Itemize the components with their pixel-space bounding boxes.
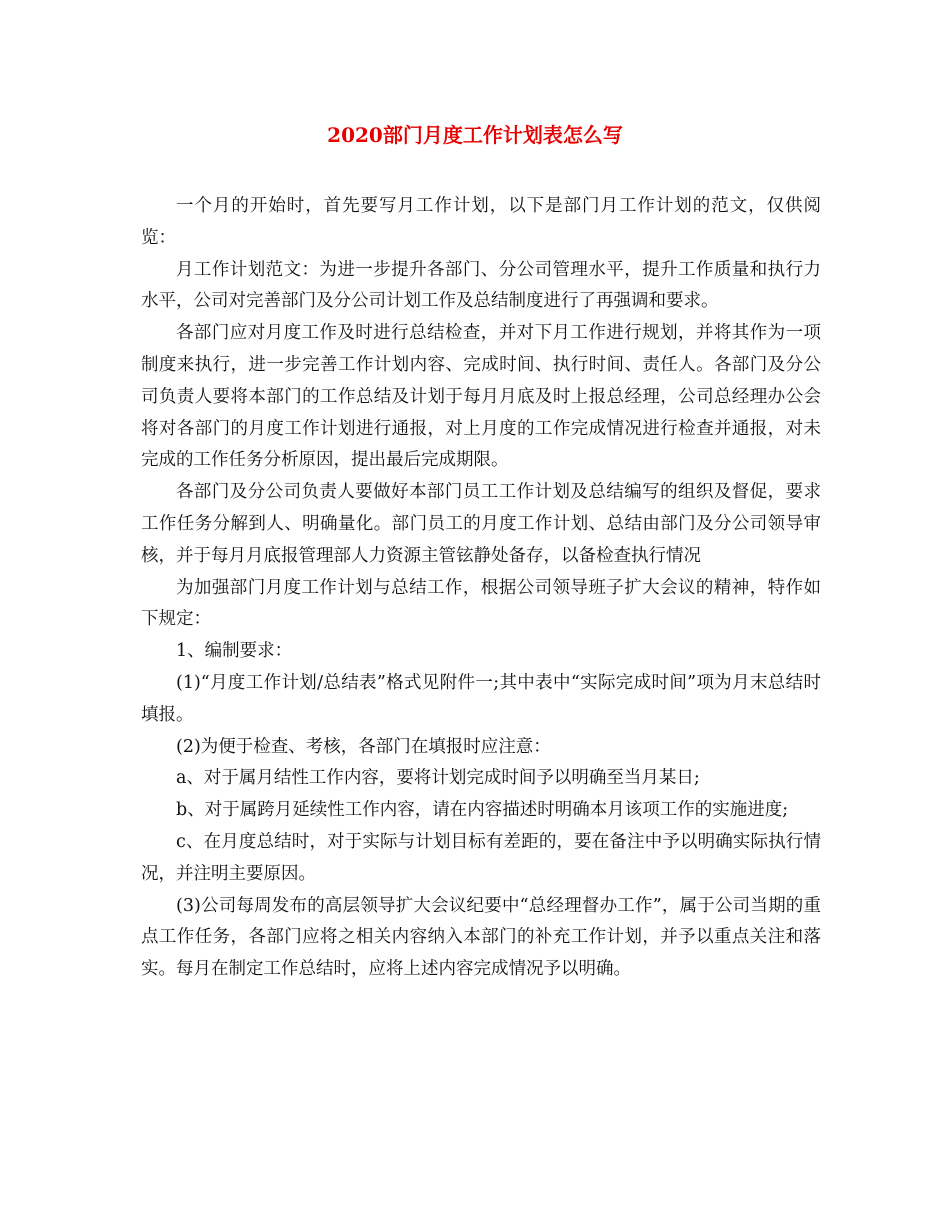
document-title: 2020部门月度工作计划表怎么写 xyxy=(327,123,623,147)
paragraph: 各部门及分公司负责人要做好本部门员工工作计划及总结编写的组织及督促，要求工作任务分解到人、明确量化。部门员工的月度工作计划、总结由部门及分公司领导审核，并于每月月底报管理部人力资源主管铉静处备存，以备检查执行情况 xyxy=(141,482,821,566)
paragraph: 月工作计划范文：为进一步提升各部门、分公司管理水平，提升工作质量和执行力水平，公司对完善部门及分公司计划工作及总结制度进行了再强调和要求。 xyxy=(141,259,821,312)
document-body xyxy=(141,191,821,986)
paragraph: 为加强部门月度工作计划与总结工作，根据公司领导班子扩大会议的精神，特作如下规定： xyxy=(141,577,821,630)
paragraph: (2)为便于检查、考核，各部门在填报时应注意： xyxy=(176,736,551,757)
paragraph: 1、编制要求： xyxy=(176,641,293,662)
paragraph: (1)“月度工作计划/总结表”格式见附件一;其中表中“实际完成时间”项为月末总结时填报。 xyxy=(141,672,821,725)
paragraph: 各部门应对月度工作及时进行总结检查，并对下月工作进行规划，并将其作为一项制度来执行，进一步完善工作计划内容、完成时间、执行时间、责任人。各部门及分公司负责人要将本部门的工作总结及计划于每月月底及时上报总经理，公司总经理办公会将对各部门的月度工作计划进行通报，对上月度的工作完成情况进行检查并通报，对未完成的工作任务分析原因，提出最后完成期限。 xyxy=(141,323,821,471)
paragraph: a、对于属月结性工作内容，要将计划完成时间予以明确至当月某日; xyxy=(176,768,700,789)
paragraph: c、在月度总结时，对于实际与计划目标有差距的，要在备注中予以明确实际执行情况，并注明主要原因。 xyxy=(141,831,821,884)
paragraph: b、对于属跨月延续性工作内容，请在内容描述时明确本月该项工作的实施进度; xyxy=(176,800,789,821)
paragraph: (3)公司每周发布的高层领导扩大会议纪要中“总经理督办工作”，属于公司当期的重点工作任务，各部门应将之相关内容纳入本部门的补充工作计划，并予以重点关注和落实。每月在制定工作总结时，应将上述内容完成情况予以明确。 xyxy=(141,895,821,980)
paragraph: 一个月的开始时，首先要写月工作计划，以下是部门月工作计划的范文，仅供阅览： xyxy=(141,196,821,248)
